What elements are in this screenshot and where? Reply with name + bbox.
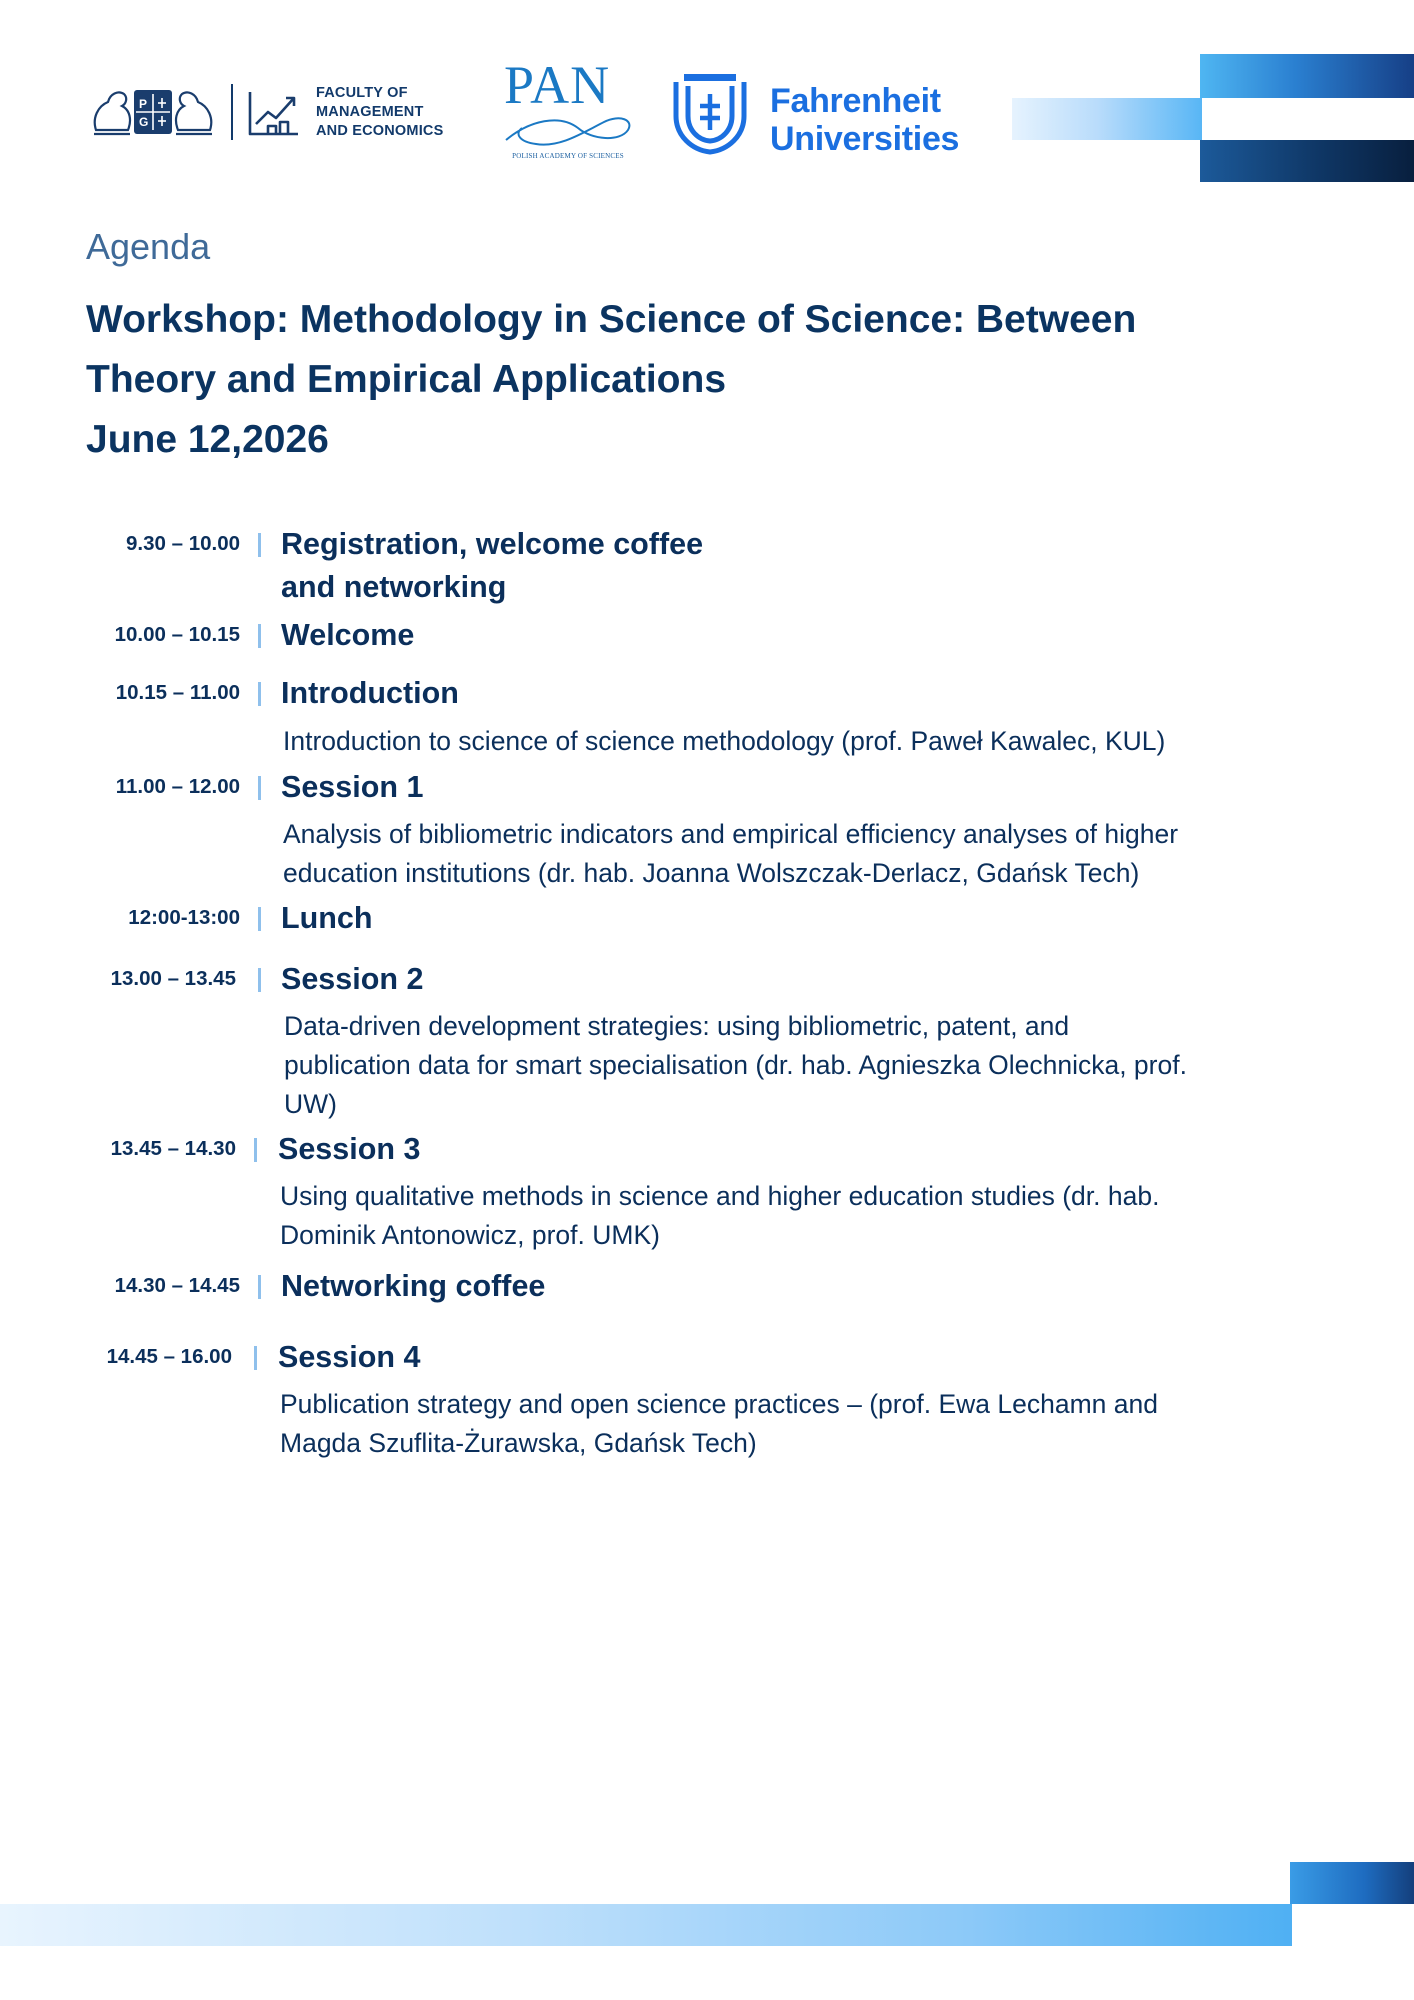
fahrenheit-line-1: Fahrenheit xyxy=(770,82,941,120)
agenda-time: 11.00 – 12.00 xyxy=(115,775,240,798)
time-separator xyxy=(258,968,261,992)
agenda-detail: Data-driven development strategies: using bibliometric, patent, and xyxy=(284,1011,1070,1041)
agenda-detail: Publication strategy and open science practices – (prof. Ewa Lechamn and xyxy=(280,1389,1158,1419)
agenda-title: Session 4 xyxy=(278,1340,421,1374)
fahrenheit-logo-text xyxy=(770,82,959,158)
agenda-detail: publication data for smart specialisation (dr. hab. Agnieszka Olechnicka, prof. xyxy=(284,1050,1187,1080)
fahrenheit-line-2: Universities xyxy=(770,120,960,158)
time-separator xyxy=(258,907,261,931)
time-separator xyxy=(258,776,261,800)
agenda-title: Introduction xyxy=(281,676,459,710)
agenda-time: 9.30 – 10.00 xyxy=(126,532,240,555)
time-separator xyxy=(258,624,261,648)
time-separator xyxy=(254,1138,257,1162)
time-separator xyxy=(254,1346,257,1370)
decor-stripe-bottom-2 xyxy=(0,1904,1292,1946)
faculty-name-line-2: MANAGEMENT xyxy=(316,104,424,120)
agenda-detail: Magda Szuflita-Żurawska, Gdańsk Tech) xyxy=(280,1428,757,1458)
pan-logo xyxy=(500,55,636,168)
agenda-title: Session 3 xyxy=(278,1132,421,1166)
agenda-time: 14.30 – 14.45 xyxy=(114,1274,240,1297)
svg-text:P: P xyxy=(139,97,148,111)
agenda-title: Lunch xyxy=(281,901,373,935)
gdansk-tech-crest-icon xyxy=(88,80,218,142)
faculty-logo xyxy=(246,82,456,142)
svg-text:G: G xyxy=(139,115,149,129)
agenda-detail: education institutions (dr. hab. Joanna Wolszczak-Derlacz, Gdańsk Tech) xyxy=(283,858,1140,888)
event-date: June 12,2026 xyxy=(86,418,329,461)
agenda-title: Session 2 xyxy=(281,962,424,996)
agenda-detail: Dominik Antonowicz, prof. UMK) xyxy=(280,1220,660,1250)
agenda-time: 13.45 – 14.30 xyxy=(110,1137,236,1160)
page-title xyxy=(86,290,1246,470)
decor-stripe-bottom-1 xyxy=(1290,1862,1414,1904)
decor-stripe-top-2 xyxy=(1012,98,1202,140)
agenda-time: 12:00-13:00 xyxy=(128,906,240,929)
agenda-time: 10.15 – 11.00 xyxy=(115,681,240,704)
faculty-name-line-3: AND ECONOMICS xyxy=(316,123,444,139)
gdansk-tech-logo xyxy=(88,80,218,142)
agenda-time: 13.00 – 13.45 xyxy=(110,967,236,990)
section-label: Agenda xyxy=(86,226,211,267)
pan-subtitle: POLISH ACADEMY OF SCIENCES xyxy=(512,152,624,160)
pan-infinity-icon xyxy=(500,110,636,150)
fahrenheit-logo-mark xyxy=(670,70,750,156)
time-separator xyxy=(258,533,261,557)
logo-divider xyxy=(231,84,233,140)
agenda-title: Session 1 xyxy=(281,770,424,804)
title-line-2: Theory and Empirical Applications xyxy=(86,358,727,401)
time-separator xyxy=(258,1275,261,1299)
growth-chart-icon xyxy=(246,84,302,138)
decor-stripe-top-3 xyxy=(1200,140,1414,182)
faculty-name-line-1: FACULTY OF xyxy=(316,85,408,101)
time-separator xyxy=(258,682,261,706)
agenda-title: and networking xyxy=(281,570,507,604)
agenda-title: Welcome xyxy=(281,618,415,652)
pan-wordmark: PAN xyxy=(504,55,611,115)
agenda-detail: UW) xyxy=(284,1089,337,1119)
agenda-time: 10.00 – 10.15 xyxy=(114,623,240,646)
agenda-detail: Introduction to science of science methodology (prof. Paweł Kawalec, KUL) xyxy=(283,726,1166,756)
agenda-title: Registration, welcome coffee xyxy=(281,527,704,561)
agenda-detail: Analysis of bibliometric indicators and empirical efficiency analyses of higher xyxy=(283,819,1179,849)
fahrenheit-shield-icon xyxy=(670,70,750,156)
agenda-time: 14.45 – 16.00 xyxy=(106,1345,232,1368)
title-line-1: Workshop: Methodology in Science of Science: Between xyxy=(86,298,1137,341)
decor-stripe-top-1 xyxy=(1200,54,1414,98)
agenda-detail: Using qualitative methods in science and higher education studies (dr. hab. xyxy=(280,1181,1160,1211)
agenda-title: Networking coffee xyxy=(281,1269,546,1303)
